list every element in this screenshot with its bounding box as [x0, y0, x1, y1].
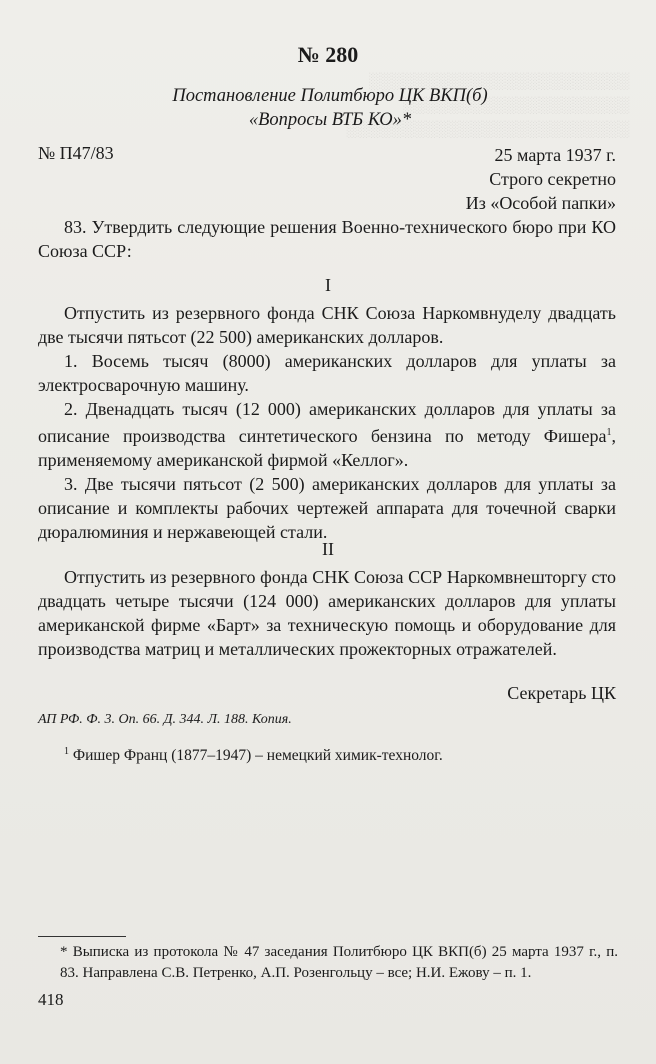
- registration-number: № П47/83: [38, 143, 114, 163]
- folder-note: Из «Особой папки»: [465, 193, 616, 213]
- document-meta: [466, 143, 616, 215]
- section-1-item-2: 2. Двенадцать тысяч (12 000) американских долларов для уплаты за описание производства синтетического бензина по методу Фишера$^1$, применяемому американской фирмой «Келлог».: [38, 399, 616, 470]
- section-1-text: [38, 301, 616, 544]
- page-number: 418: [38, 990, 64, 1009]
- footnote-ref-1: 1: [606, 427, 612, 438]
- section-1-item-1: 1. Восемь тысяч (8000) американских долларов для уплаты за электросварочную машину.: [38, 351, 616, 395]
- section-1-item-3: 3. Две тысячи пятьсот (2 500) американских долларов для уплаты за описание и комплекты рабочих чертежей аппарата для точечной сварки дюралюминия и нержавеющей стали.: [38, 474, 616, 542]
- title-line-2: «Вопросы ВТБ КО»*: [248, 110, 412, 130]
- section-1-paragraph: Отпустить из резервного фонда СНК Союза Наркомвнуделу двадцать две тысячи пятьсот (22 500) американских долларов.: [38, 303, 616, 347]
- document-date: 25 марта 1937 г.: [494, 145, 616, 165]
- footnote-1: $^1$ Фишер Франц (1877–1947) – немецкий химик-технолог.: [64, 746, 443, 765]
- document-number: № 280: [297, 42, 359, 67]
- title-line-1: Постановление Политбюро ЦК ВКП(б): [172, 86, 488, 106]
- intro-paragraph: 83. Утвердить следующие решения Военно-технического бюро при КО Союза ССР:: [38, 217, 616, 261]
- section-2-text: [38, 565, 616, 661]
- section-2-mark: II: [322, 539, 334, 559]
- reverse-side-bleed-through: ░░░░░░░░░░░░░░░░░░░░░░░ ░░░░░░░░░░░░░░░░░░░░ ░░░░░░░░░░░░░░░░░░░░░░░░░: [346, 73, 630, 138]
- signature: Секретарь ЦК: [507, 683, 616, 703]
- archive-reference: АП РФ. Ф. 3. Оп. 66. Д. 344. Л. 188. Копия.: [38, 712, 292, 727]
- section-1-mark: I: [325, 275, 331, 295]
- footnote-asterisk: * Выписка из протокола № 47 заседания Политбюро ЦК ВКП(б) 25 марта 1937 г., п. 83. Направлена С.В. Петренко, А.П. Розенгольцу – все; Н.И. Ежову – п. 1.: [60, 944, 618, 981]
- footnote-divider: [38, 936, 126, 937]
- document-title: [60, 84, 600, 132]
- classification: Строго секретно: [489, 169, 616, 189]
- section-2-paragraph: Отпустить из резервного фонда СНК Союза ССР Наркомвнешторгу сто двадцать четыре тысячи (124 000) американских долларов для уплаты американской фирме «Барт» за техническую помощь и оборудование для производства матриц и металлических прожекторных отражателей.: [38, 567, 616, 659]
